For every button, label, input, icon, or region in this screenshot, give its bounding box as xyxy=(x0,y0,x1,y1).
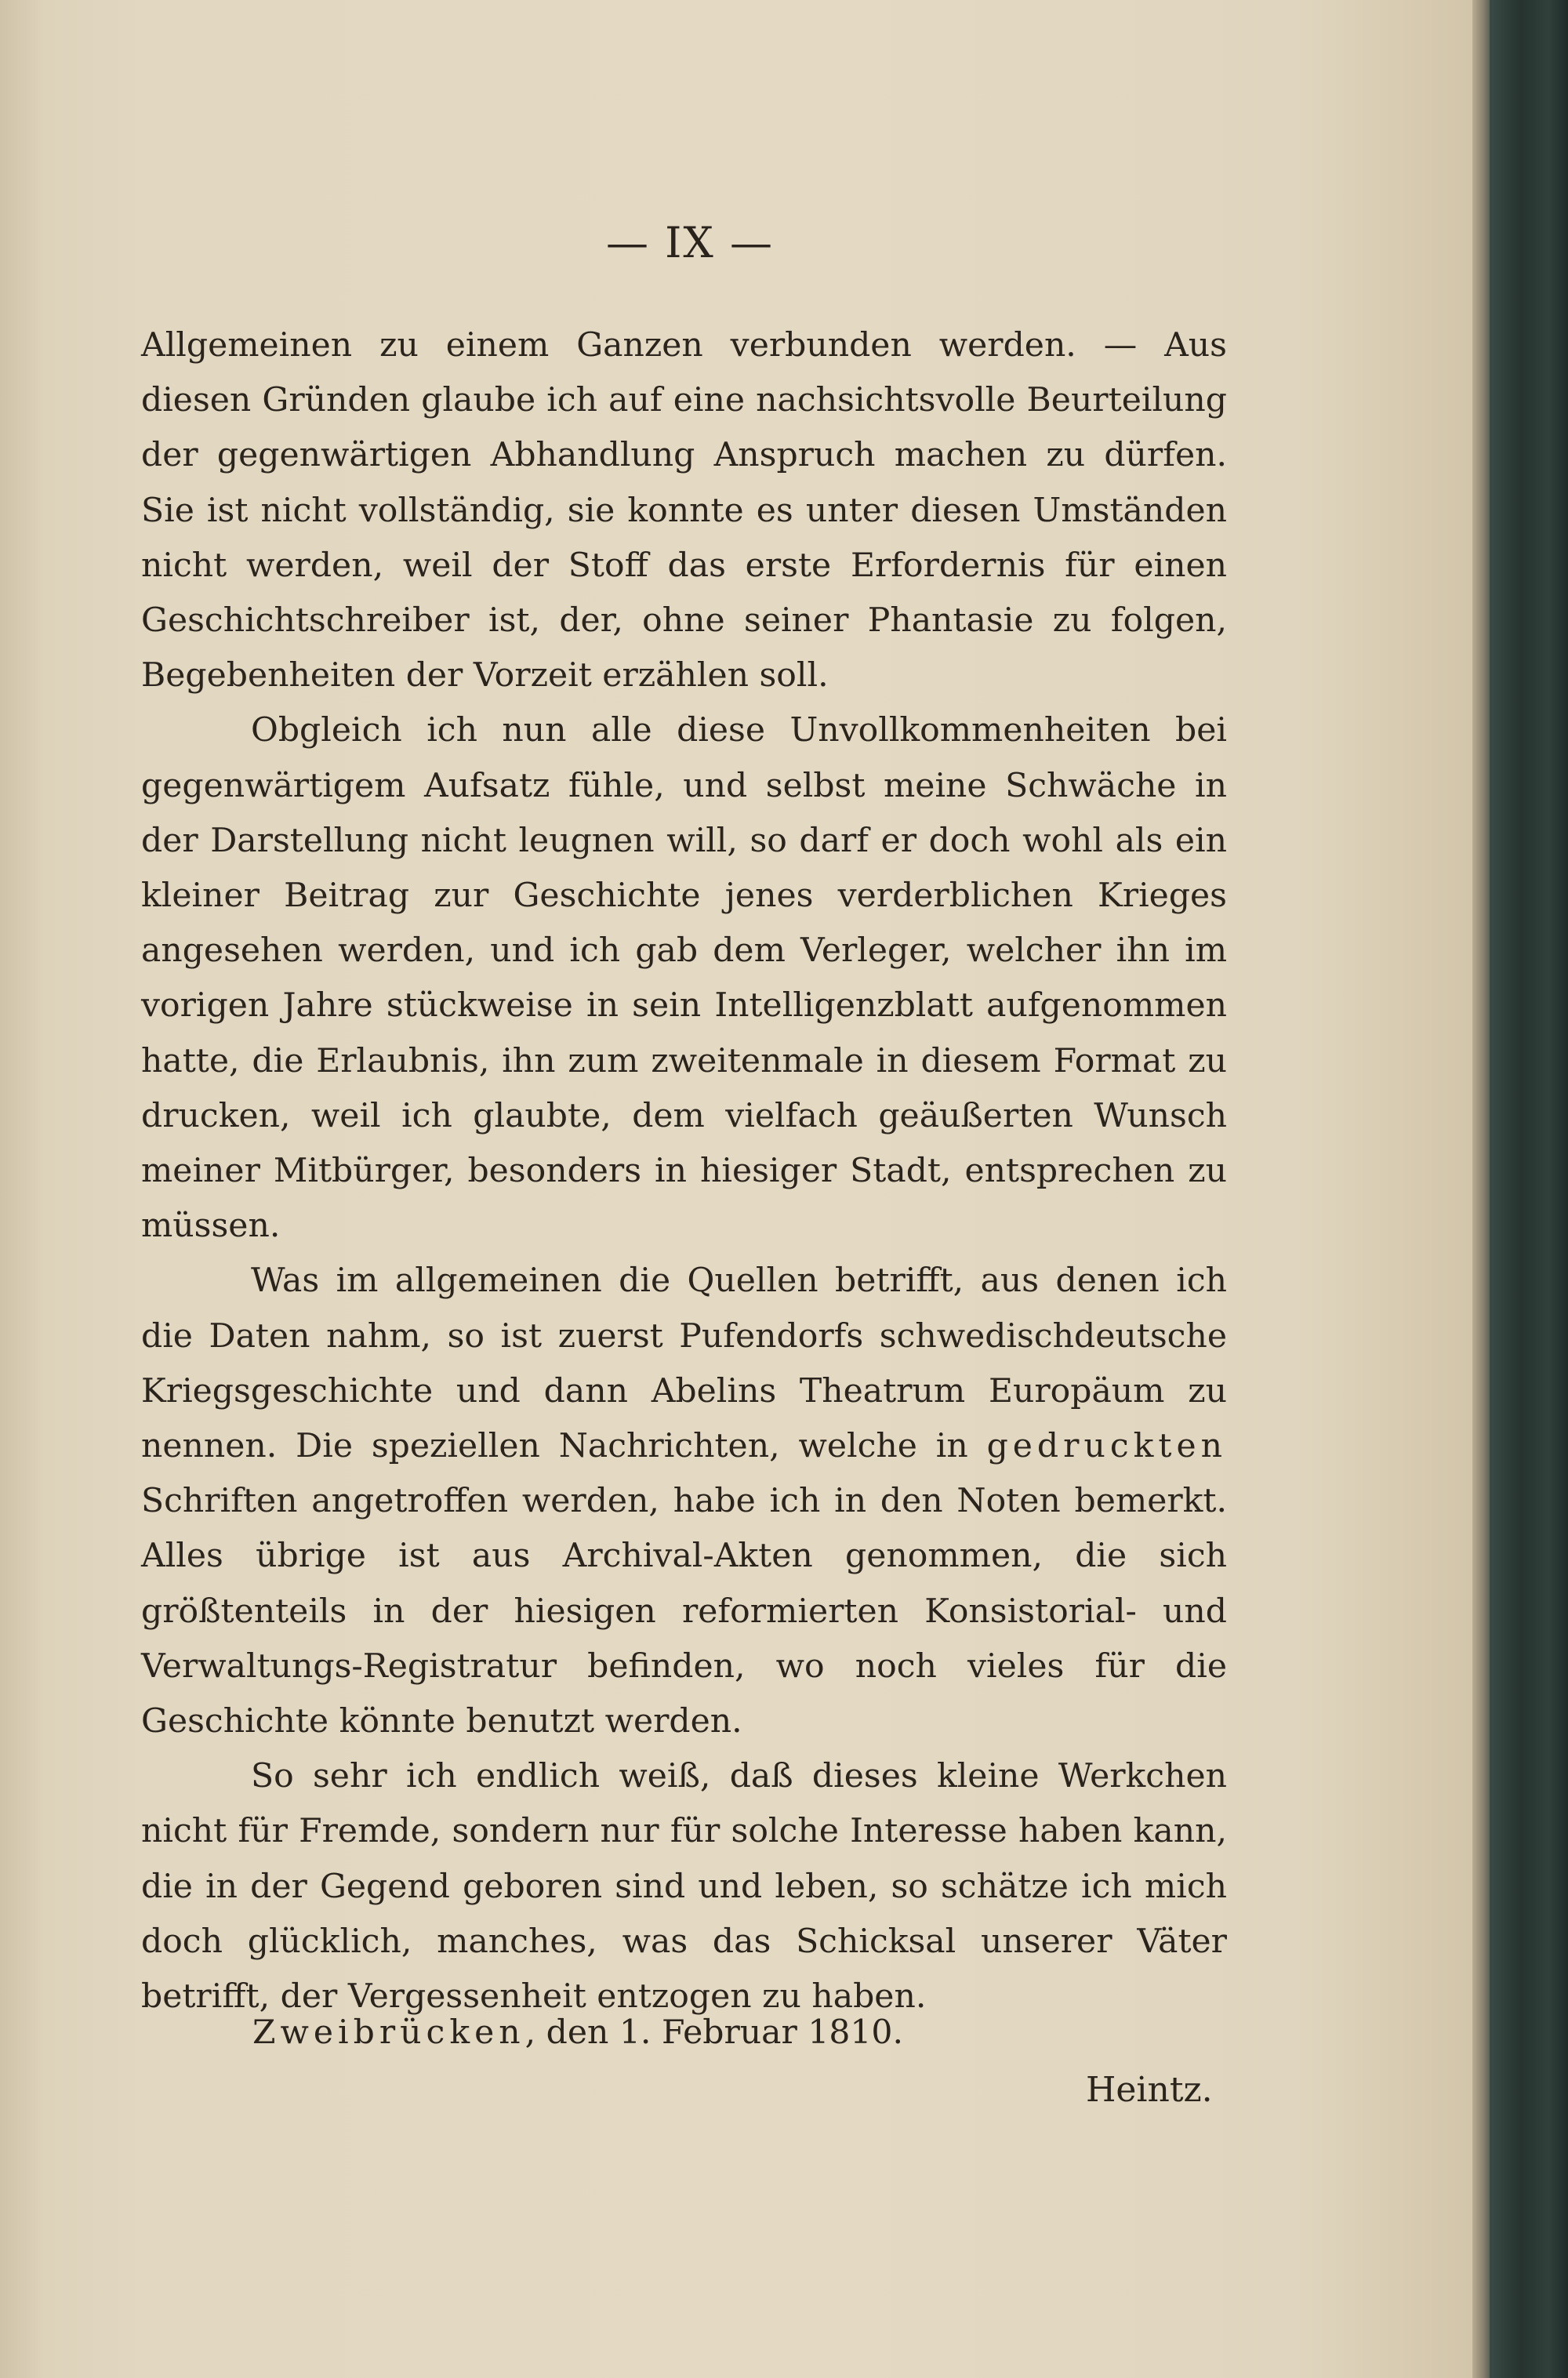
paragraph-4: So sehr ich endlich weiß, daß dieses kleine Werkchen nicht für Fremde, sondern nur für solche Interesse haben kann, die in der Gegend geboren sind und leben, so schätze ich mich doch glücklich, manches, was das Schicksal unserer Väter betrifft, der Vergessenheit entzogen zu haben. xyxy=(141,1757,1227,2017)
paragraph-3 xyxy=(141,1254,1227,1749)
paragraph-1: Allgemeinen zu einem Ganzen verbunden werden. — Aus diesen Gründen glaube ich auf eine nachsichtsvolle Beurteilung der gegenwärtigen Abhandlung Anspruch machen zu dürfen. Sie ist nicht vollständig, sie konnte es unter diesen Umständen nicht werden, weil der Stoff das erste Erfordernis für einen Geschichtschreiber ist, der, ohne seiner Phantasie zu folgen, Begebenheiten der Vorzeit erzählen soll. xyxy=(141,326,1227,695)
book-cover-board xyxy=(1490,0,1568,2378)
paragraph-3-part-1: Was im allgemeinen die Quellen betrifft, aus denen ich die Daten nahm, so ist zuerst Pufendorfs schwedischdeutsche Kriegsgeschichte und dann Abelins Theatrum Europäum zu nennen. Die speziellen Nachrichten, welche in xyxy=(141,1262,1227,1466)
paragraph-3-spaced-word: gedruckten xyxy=(986,1427,1227,1466)
paragraph-3-part-2: Schriften angetroffen werden, habe ich in den Noten bemerkt. Alles übrige ist aus Archival-Akten genommen, die sich größtenteils in der hiesigen reformierten Konsistorial- und Verwaltungs-Registratur befinden, wo noch vieles für die Geschichte könnte benutzt werden. xyxy=(141,1482,1227,1741)
page-number-header: — IX — xyxy=(605,218,775,267)
dateline-date: , den 1. Februar 1810. xyxy=(524,2013,903,2052)
page-binding-edge xyxy=(1472,0,1490,2378)
main-text xyxy=(141,318,1227,2024)
paragraph-2: Obgleich ich nun alle diese Unvollkommenheiten bei gegenwärtigem Aufsatz fühle, und selbst meine Schwäche in der Darstellung nicht leugnen will, so darf er doch wohl als ein kleiner Beitrag zur Geschichte jenes verderblichen Krieges angesehen werden, und ich gab dem Verleger, welcher ihn im vorigen Jahre stückweise in sein Intelligenzblatt aufgenommen hatte, die Erlaubnis, ihn zum zweitenmale in diesem Format zu drucken, weil ich glaubte, dem vielfach geäußerten Wunsch meiner Mitbürger, besonders in hiesiger Stadt, entsprechen zu müssen. xyxy=(141,711,1227,1246)
author-signature: Heintz. xyxy=(1086,2070,1213,2110)
dateline xyxy=(252,2013,903,2052)
dateline-place: Zweibrücken xyxy=(252,2013,525,2052)
